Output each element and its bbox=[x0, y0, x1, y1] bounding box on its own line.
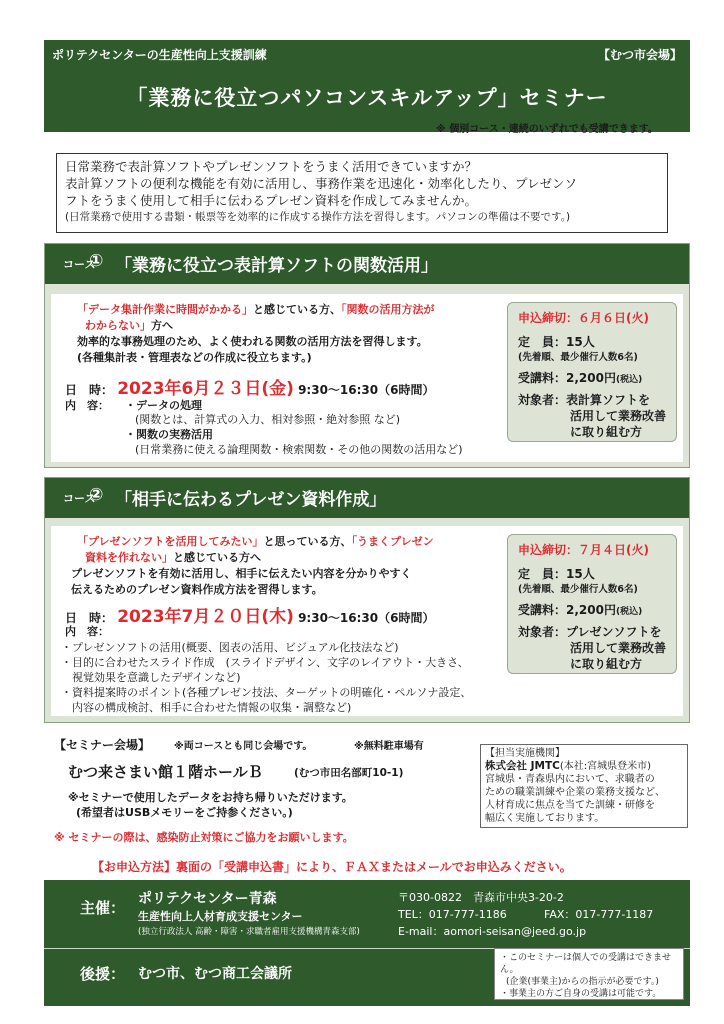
footer-note-box bbox=[494, 948, 684, 1000]
course-1-pain-1: 「データ集計作業に時間がかかる」 bbox=[77, 303, 253, 316]
course-2-section bbox=[44, 477, 690, 723]
course-2-capacity-note: (先着順、最少催行人数6名) bbox=[518, 584, 638, 595]
org-desc-4: 幅広く実施しております。 bbox=[485, 813, 605, 824]
course-2-header bbox=[45, 478, 689, 518]
course-1-fee-tax: (税込) bbox=[615, 375, 643, 385]
venue-note-same: ※両コースとも同じ会場です。 bbox=[174, 741, 313, 752]
course-1-date: 2023年6月２３日(金) bbox=[117, 379, 294, 399]
course-1-time: 9:30～16:30（6時間） bbox=[298, 383, 435, 397]
intro-line-1: 日常業務で表計算ソフトやプレゼンソフトをうまく活用できていますか？ bbox=[65, 159, 478, 174]
course-2-fee: 2,200円 bbox=[566, 603, 616, 617]
course-2-capacity: 15人 bbox=[566, 567, 595, 581]
course-2-fee-label: 受講料： bbox=[518, 603, 567, 617]
course-2-capacity-label: 定 員： bbox=[518, 567, 567, 581]
course-1-target-1: 表計算ソフトを bbox=[566, 393, 651, 407]
course-1-desc-1: 効率的な事務処理のため、よく使われる関数の活用方法を習得します。 bbox=[77, 335, 428, 348]
course-2-pain-end: と感じている方へ bbox=[173, 551, 261, 564]
course-2-content-4: ・資料提案時のポイント(各種プレゼン技法、ターゲットの明確化・ペルソナ設定、 bbox=[61, 686, 472, 699]
organizer-box bbox=[480, 744, 688, 828]
course-2-content-5: 内容の構成検討、相手に合わせた情報の収集・調整など) bbox=[61, 701, 352, 714]
org-hq: (本社:宮城県登米市) bbox=[559, 761, 652, 772]
footer-banner bbox=[44, 880, 690, 1006]
host-sub: 生産性向上人材育成支援センター bbox=[138, 910, 303, 923]
course-2-date-label: 日 時： bbox=[65, 611, 114, 625]
course-1-prefix: コース bbox=[63, 258, 96, 271]
course-2-content-2: ・目的に合わせたスライド作成 (スライドデザイン、文字のレイアウト・大きさ、 bbox=[61, 656, 469, 669]
intro-line-2: 表計算ソフトの便利な機能を有効に活用し、事務作業を迅速化・効率化したり、プレゼンソ bbox=[65, 176, 578, 191]
org-desc-2: ための職業訓練や企業の業務支援など、 bbox=[485, 787, 665, 798]
venue-note-parking: ※無料駐車場有 bbox=[354, 741, 424, 752]
footer-tel: TEL：017-777-1186 bbox=[398, 908, 507, 921]
course-1-body bbox=[51, 294, 683, 462]
course-1-content-2: (関数とは、計算式の入力、相対参照・絶対参照 など) bbox=[135, 413, 401, 426]
intro-box bbox=[56, 153, 668, 233]
course-2-pain-2: 「うまくプレゼン bbox=[351, 535, 434, 548]
header-banner bbox=[44, 40, 690, 132]
venue-data-note-2: (希望者はUSBメモリーをご持参ください。) bbox=[76, 806, 293, 819]
footer-note-1: ・このセミナーは個人での受講はできません。 bbox=[500, 953, 672, 975]
footer-fax: FAX：017-777-1187 bbox=[544, 908, 654, 921]
host-name: ポリテクセンター青森 bbox=[138, 891, 277, 907]
course-1-pain-2: 「関数の活用方法が bbox=[341, 303, 435, 316]
course-2-title: 「相手に伝わるプレゼン資料作成」 bbox=[115, 490, 387, 510]
course-1-header bbox=[45, 244, 689, 284]
venue-name: むつ来さまい館１階ホールＢ bbox=[68, 763, 263, 781]
course-1-title: 「業務に役立つ表計算ソフトの関数活用」 bbox=[115, 256, 438, 276]
course-1-content-4: (日常業務に使える論理関数・検索関数・その他の関数の活用など) bbox=[135, 443, 463, 456]
course-2-content-label: 内 容： bbox=[65, 625, 109, 638]
course-1-capacity-label: 定 員： bbox=[518, 335, 567, 349]
course-1-capacity: 15人 bbox=[566, 335, 595, 349]
footer-note-2: (企業(事業主)からの指示が必要です。) bbox=[506, 977, 659, 987]
course-1-pain-mid: と感じている方、 bbox=[253, 303, 341, 316]
course-1-section bbox=[44, 243, 690, 468]
course-2-fee-tax: (税込) bbox=[615, 607, 643, 617]
course-1-date-label: 日 時： bbox=[65, 383, 114, 397]
course-2-target-label: 対象者： bbox=[518, 625, 567, 639]
course-2-content-1: ・プレゼンソフトの活用(概要、図表の活用、ビジュアル化技法など) bbox=[61, 641, 399, 654]
course-1-content-3: ・関数の実務活用 bbox=[125, 428, 213, 441]
course-2-time: 9:30～16:30（6時間） bbox=[298, 611, 435, 625]
host-org: (独立行政法人 高齢・障害・求職者雇用支援機構青森支部) bbox=[138, 927, 360, 937]
host-label: 主催： bbox=[80, 899, 126, 917]
course-2-desc-1: プレゼンソフトを有効に活用し、相手に伝えたい内容を分かりやすく bbox=[71, 567, 412, 580]
course-1-capacity-note: (先着順、最少催行人数6名) bbox=[518, 352, 638, 363]
org-label: 【担当実施機関】 bbox=[485, 748, 565, 759]
course-1-fee: 2,200円 bbox=[566, 371, 616, 385]
org-name: 株式会社 JMTC bbox=[485, 760, 560, 772]
title-note: ※ 個別コース・連続のいずれでも受講できます。 bbox=[436, 124, 658, 135]
course-2-pain-1: 「プレゼンソフトを活用してみたい」 bbox=[77, 535, 264, 548]
course-2-body bbox=[51, 526, 683, 716]
course-1-content-1: ・データの処理 bbox=[125, 399, 202, 412]
course-2-date: 2023年7月２０日(木) bbox=[117, 607, 294, 627]
apply-method: 【お申込方法】裏面の「受講申込書」により、ＦＡＸまたはメールでお申込みください。 bbox=[92, 860, 572, 874]
course-1-target-3: に取り組む方 bbox=[570, 425, 643, 439]
venue-label: 【セミナー会場】 bbox=[54, 738, 151, 752]
course-2-content-3: 視覚効果を意識したデザインなど) bbox=[61, 671, 241, 684]
intro-line-3: フトをうまく使用して相手に伝わるプレゼン資料を作成してみませんか。 bbox=[65, 193, 478, 208]
venue-address: (むつ市田名部町10-1) bbox=[294, 767, 404, 779]
course-2-pain-mid: と思っている方、 bbox=[263, 535, 352, 548]
org-desc-1: 宮城県・青森県内において、求職者の bbox=[485, 774, 655, 785]
course-1-deadline: 申込締切：６月６日(火) bbox=[518, 311, 649, 325]
course-1-fee-label: 受講料： bbox=[518, 371, 567, 385]
org-desc-3: 人材育成に焦点を当てた訓練・研修を bbox=[485, 800, 655, 811]
course-2-number: ② bbox=[89, 485, 104, 505]
covid-note: ※ セミナーの際は、感染防止対策にご協力をお願いします。 bbox=[54, 831, 354, 844]
course-2-desc-2: 伝えるためのプレゼン資料作成方法を習得します。 bbox=[71, 583, 323, 596]
course-2-prefix: コース bbox=[63, 492, 96, 505]
course-2-target-1: プレゼンソフトを bbox=[566, 625, 662, 639]
intro-line-4: (日常業務で使用する書類・帳票等を効率的に作成する操作方法を習得します。パソコンの準備は不要です。) bbox=[65, 211, 571, 223]
course-1-pain-end: 方へ bbox=[151, 319, 173, 332]
course-2-info-box bbox=[507, 534, 677, 674]
course-1-target-2: 活用して業務改善 bbox=[570, 409, 667, 423]
course-1-pain-3: わからない」 bbox=[85, 319, 151, 332]
course-1-content-label: 内 容： bbox=[65, 399, 109, 412]
venue-tag: 【むつ市会場】 bbox=[597, 48, 682, 62]
footer-note-3: ・事業主の方ご自身の受講は可能です。 bbox=[500, 989, 662, 999]
course-1-info-box bbox=[507, 302, 677, 442]
support-label: 後援： bbox=[80, 965, 126, 983]
course-2-pain-3: 資料を作れない」 bbox=[85, 551, 173, 564]
course-2-deadline: 申込締切：７月４日(火) bbox=[518, 543, 649, 557]
course-2-target-2: 活用して業務改善 bbox=[570, 641, 667, 655]
course-1-number: ① bbox=[89, 251, 104, 271]
program-label: ポリテクセンターの生産性向上支援訓練 bbox=[52, 48, 267, 62]
seminar-title: 「業務に役立つパソコンスキルアップ」セミナー bbox=[126, 86, 608, 110]
course-1-desc-2: (各種集計表・管理表などの作成に役立ちます。) bbox=[77, 351, 312, 364]
footer-email[interactable]: E-mail：aomori-seisan@jeed.go.jp bbox=[398, 925, 587, 938]
support-names: むつ市、むつ商工会議所 bbox=[138, 966, 292, 982]
venue-data-note-1: ※セミナーで使用したデータをお持ち帰りいただけます。 bbox=[68, 791, 353, 804]
course-2-target-3: に取り組む方 bbox=[570, 657, 643, 671]
course-1-target-label: 対象者： bbox=[518, 393, 567, 407]
footer-postal: 〒030-0822 青森市中央3-20-2 bbox=[398, 891, 564, 904]
